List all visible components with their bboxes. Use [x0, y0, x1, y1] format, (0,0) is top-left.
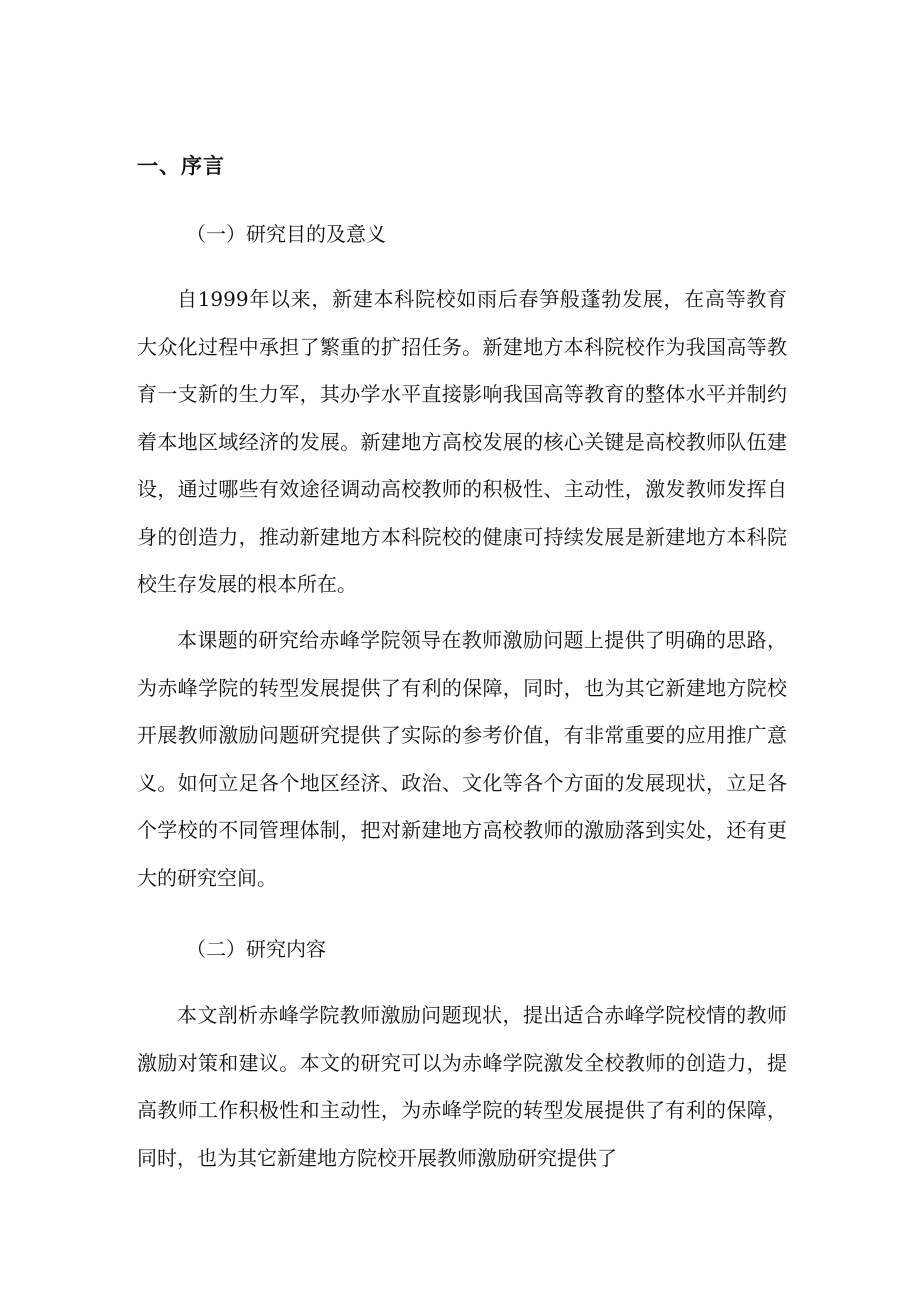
- chapter-heading: 一、序言: [137, 153, 225, 178]
- paragraph-significance: 本课题的研究给赤峰学院领导在教师激励问题上提供了明确的思路，为赤峰学院的转型发展提供了有利的保障，同时，也为其它新建地方院校开展教师激励问题研究提供了实际的参考价值，有非常重要的应用推广意义。如何立足各个地区经济、政治、文化等各个方面的发展现状，立足各个学校的不同管理体制，把对新建地方高校教师的激励落到实处，还有更大的研究空间。: [137, 628, 787, 890]
- paragraph-background: 自1999年以来，新建本科院校如雨后春笋般蓬勃发展，在高等教育大众化过程中承担了繁重的扩招任务。新建地方本科院校作为我国高等教育一支新的生力军，其办学水平直接影响我国高等教育的整体水平并制约着本地区域经济的发展。新建地方高校发展的核心关键是高校教师队伍建设，通过哪些有效途径调动高校教师的积极性、主动性，激发教师发挥自身的创造力，推动新建地方本科院校的健康可持续发展是新建地方本科院校生存发展的根本所在。: [137, 287, 787, 596]
- paragraph-research-content: 本文剖析赤峰学院教师激励问题现状，提出适合赤峰学院校情的教师激励对策和建议。本文的研究可以为赤峰学院激发全校教师的创造力，提高教师工作积极性和主动性，为赤峰学院的转型发展提供了有利的保障，同时，也为其它新建地方院校开展教师激励研究提供了: [137, 1003, 787, 1170]
- section-heading-content: （二）研究内容: [186, 937, 326, 961]
- section-heading-purpose: （一）研究目的及意义: [186, 222, 386, 246]
